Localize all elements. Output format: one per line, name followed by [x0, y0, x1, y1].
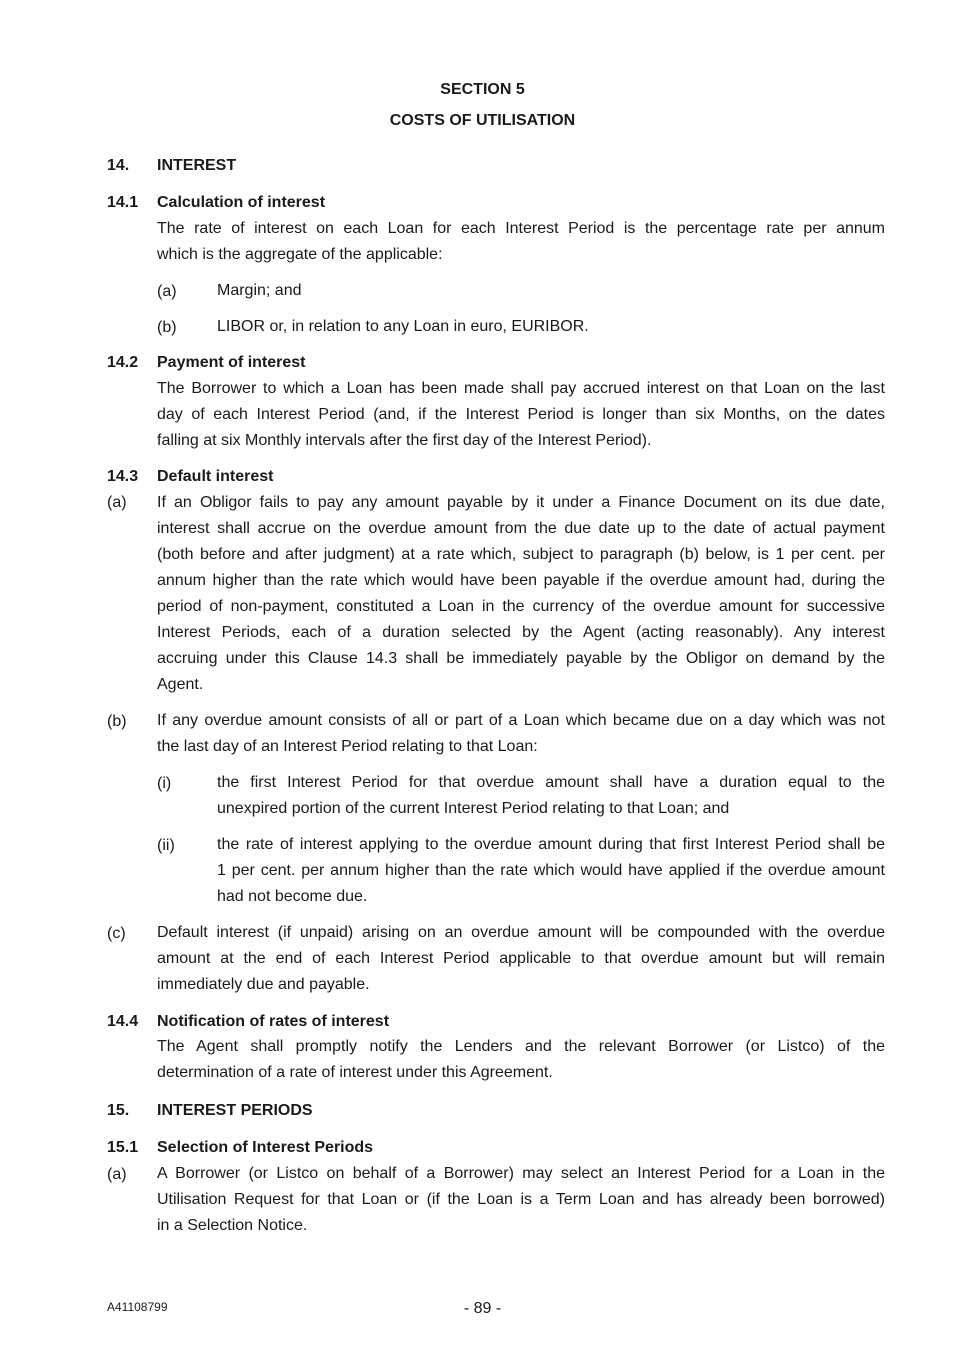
text-line: Utilisation Request for that Loan or (if the Loan is a Term Loan and has already been borrowed) — [157, 1191, 885, 1208]
subclause-number: 14.1 — [107, 194, 139, 211]
text-line: falling at six Monthly intervals after the first day of the Interest Period). — [157, 432, 652, 449]
subclause-number: 14.2 — [107, 354, 139, 371]
paragraph — [157, 920, 885, 998]
list-label: (a) — [157, 283, 177, 300]
text-line: unexpired portion of the current Interest Period relating to that Loan; and — [217, 800, 730, 817]
list-label: (ii) — [157, 837, 175, 854]
text-line: The rate of interest on each Loan for each Interest Period is the percentage rate per annum — [157, 220, 885, 237]
text-line: annum higher than the rate which would have been payable if the overdue amount had, during the — [157, 572, 885, 589]
paragraph — [157, 1034, 885, 1086]
clause-title: INTEREST PERIODS — [157, 1102, 313, 1119]
paragraph — [157, 490, 885, 698]
text-line: Interest Periods, each of a duration selected by the Agent (acting reasonably). Any interest — [157, 624, 885, 641]
list-label: (b) — [107, 713, 127, 730]
subclause-title: Selection of Interest Periods — [157, 1139, 374, 1156]
text-line: period of non-payment, constituted a Loan in the currency of the overdue amount for successive — [157, 598, 885, 615]
text-line: had not become due. — [217, 888, 368, 905]
subclause-number: 15.1 — [107, 1139, 139, 1156]
text-line: The Borrower to which a Loan has been made shall pay accrued interest on that Loan on the last — [157, 380, 885, 397]
list-label: (a) — [107, 494, 127, 511]
text-line: LIBOR or, in relation to any Loan in euro, EURIBOR. — [217, 318, 589, 335]
subclause-title: Payment of interest — [157, 354, 306, 371]
text-line: amount at the end of each Interest Period applicable to that overdue amount but will remain — [157, 950, 885, 967]
list-label: (a) — [107, 1166, 127, 1183]
clause-number: 15. — [107, 1102, 130, 1119]
text-line: Agent. — [157, 676, 204, 693]
clause-title: INTEREST — [157, 157, 237, 174]
text-line: the rate of interest applying to the overdue amount during that first Interest Period shall be — [217, 836, 885, 853]
text-line: immediately due and payable. — [157, 976, 370, 993]
subclause-title: Notification of rates of interest — [157, 1013, 390, 1030]
document-reference: A41108799 — [107, 1300, 168, 1314]
page-number: - 89 - — [463, 1300, 502, 1317]
paragraph — [217, 832, 885, 910]
list-item — [217, 278, 885, 304]
text-line: in a Selection Notice. — [157, 1217, 308, 1234]
list-item — [217, 314, 885, 340]
text-line: accruing under this Clause 14.3 shall be immediately payable by the Obligor on demand by the — [157, 650, 885, 667]
text-line: (both before and after judgment) at a rate which, subject to paragraph (b) below, is 1 per cent. per — [157, 546, 885, 563]
paragraph — [157, 708, 885, 760]
text-line: the last day of an Interest Period relating to that Loan: — [157, 738, 538, 755]
subclause-title: Default interest — [157, 468, 274, 485]
text-line: A Borrower (or Listco on behalf of a Borrower) may select an Interest Period for a Loan in the — [157, 1165, 885, 1182]
text-line: which is the aggregate of the applicable: — [157, 246, 443, 263]
subclause-number: 14.4 — [107, 1013, 139, 1030]
text-line: day of each Interest Period (and, if the Interest Period is longer than six Months, on the dates — [157, 406, 885, 423]
section-number: SECTION 5 — [440, 81, 525, 98]
list-label: (b) — [157, 319, 177, 336]
text-line: If any overdue amount consists of all or part of a Loan which became due on a day which was not — [157, 712, 885, 729]
text-line: The Agent shall promptly notify the Lenders and the relevant Borrower (or Listco) of the — [157, 1038, 885, 1055]
subclause-title: Calculation of interest — [157, 194, 326, 211]
text-line: If an Obligor fails to pay any amount payable by it under a Finance Document on its due date, — [157, 494, 885, 511]
section-title: COSTS OF UTILISATION — [389, 112, 576, 129]
text-line: Default interest (if unpaid) arising on an overdue amount will be compounded with the overdue — [157, 924, 885, 941]
clause-number: 14. — [107, 157, 130, 174]
text-line: 1 per cent. per annum higher than the rate which would have applied if the overdue amount — [217, 862, 885, 879]
text-line: interest shall accrue on the overdue amount from the due date up to the date of actual payment — [157, 520, 885, 537]
paragraph — [157, 376, 885, 454]
list-label: (i) — [157, 775, 172, 792]
list-label: (c) — [107, 925, 126, 942]
text-line: the first Interest Period for that overdue amount shall have a duration equal to the — [217, 774, 885, 791]
text-line: Margin; and — [217, 282, 302, 299]
paragraph — [157, 216, 885, 268]
text-line: determination of a rate of interest under this Agreement. — [157, 1064, 553, 1081]
paragraph — [157, 1161, 885, 1239]
paragraph — [217, 770, 885, 822]
subclause-number: 14.3 — [107, 468, 139, 485]
